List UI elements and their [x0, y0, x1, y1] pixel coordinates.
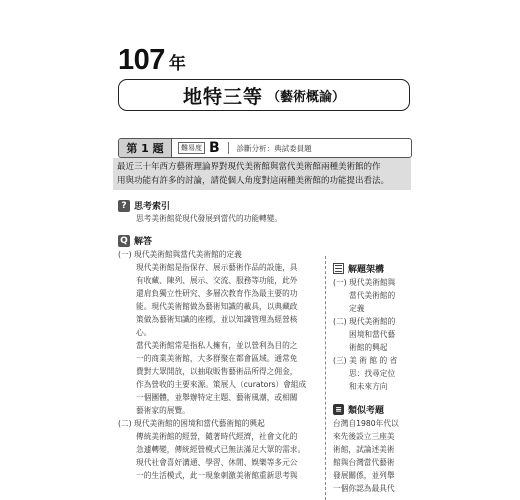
- difficulty-indicator: [178, 139, 220, 157]
- framework-line: 定義: [349, 304, 365, 313]
- prompt-line: 用與功能有許多的討論，請從個人角度對這兩種美術館的功能提出看法。: [117, 176, 390, 186]
- answer-line: 現代美術館是指保存、展示藝術作品的設施，具: [136, 263, 298, 272]
- sidebar-divider: [325, 256, 326, 500]
- answer-line: 策做為藝術知識的座標，並以知識管理為經營核: [136, 315, 298, 324]
- answer-line: 當代美術館常是指私人擁有，並以營利為目的之: [136, 341, 298, 350]
- answer-line: 費對大眾開放，以抽取販售藝術品所得之佣金，: [136, 367, 298, 376]
- framework-line: (二) 現代美術館的: [333, 317, 396, 326]
- answer-line: 一個團體，並舉辦特定主題、藝術風潮，或相關: [136, 393, 298, 402]
- framework-line: (一) 現代美術館與: [333, 278, 396, 287]
- question-number: 第 1 題: [119, 139, 172, 157]
- answer-header: [118, 234, 152, 247]
- answer-line: 有收藏、陳列、展示、交流、服務等功能，此外: [136, 276, 298, 285]
- framework-line: 當代美術館的: [349, 291, 396, 300]
- similar-line: 一個你認為最具代: [333, 484, 395, 493]
- difficulty-label: 難易度: [178, 142, 205, 154]
- framework-line: 困境和當代藝: [349, 330, 396, 339]
- answer-line: 藝術家的展覽。: [136, 406, 190, 415]
- answer-heading-1: (一) 現代美術館與當代美術館的定義: [118, 250, 242, 259]
- exam-subtitle: （藝術概論）: [267, 89, 346, 105]
- year-number: 107: [118, 44, 165, 76]
- answer-line: 傳統美術館的經營，隨著時代經濟，社會文化的: [136, 432, 298, 441]
- answer-line: 能。現代美術館做為藝術知識的載具，以典藏政: [136, 302, 298, 311]
- diagnosis-analysis: 診斷分析：典試委員題: [236, 143, 312, 153]
- exam-title-box: [118, 79, 410, 111]
- question-prompt: [113, 158, 411, 190]
- framework-header: [333, 262, 384, 275]
- exam-title: 地特三等: [182, 85, 263, 108]
- prompt-line: 最近三十年西方藝術理論界對現代美術館與當代美術館兩種美術館的作: [117, 162, 381, 172]
- hint-title: 思考索引: [134, 202, 171, 212]
- answer-line: 急遽轉變，傳統經營模式已無法滿足大眾的需求。: [136, 445, 306, 454]
- similar-header: [333, 403, 384, 416]
- framework-line: 思：找尋定位: [349, 369, 396, 378]
- answer-line: 作為營收的主要來源。策展人（curators）會組成: [136, 380, 307, 389]
- similar-line: 台灣自1980年代以: [333, 419, 399, 428]
- question-mark-icon: ?: [118, 200, 130, 212]
- answer-line: 心。: [136, 328, 152, 337]
- framework-title: 解題架構: [348, 265, 385, 275]
- hint-header: [118, 199, 170, 212]
- similar-title: 類似考題: [348, 406, 385, 416]
- year-suffix: 年: [168, 54, 186, 73]
- similar-line: 術館，試論述美術: [333, 445, 395, 454]
- list-icon: [333, 263, 344, 274]
- hint-text: 思考美術館從現代發展到當代的功能轉變。: [136, 214, 283, 223]
- similar-line: 來先後設立三座美: [333, 432, 395, 441]
- framework-line: 術館的興起: [349, 343, 388, 352]
- answer-line: 一的生活模式，此一現象刺激美術館重新思考與: [136, 471, 298, 480]
- similar-line: 館與台灣當代藝術: [333, 458, 395, 467]
- answer-title: 解答: [134, 237, 153, 247]
- divider: [228, 142, 229, 154]
- exam-year: [118, 44, 186, 77]
- similar-line: 發展關係，並列舉: [333, 471, 395, 480]
- magnifier-icon: Q: [118, 235, 130, 247]
- framework-line: (三) 美 術 館 的 省: [333, 356, 398, 365]
- answer-line: 一的商業美術館，大多群聚在都會區域。通常免: [136, 354, 298, 363]
- difficulty-grade: B: [209, 140, 220, 156]
- question-info-bar: [118, 138, 412, 158]
- answer-line: 現代社會喜好溝通、學習、休閒、娛樂等多元公: [136, 458, 298, 467]
- framework-line: 和未來方向: [349, 382, 388, 391]
- book-icon: ≡: [333, 404, 344, 415]
- answer-heading-2: (二) 現代美術館的困境和當代藝術館的興起: [118, 419, 265, 428]
- answer-line: 還肩負獨立性研究、多層次教育作為最主要的功: [136, 289, 298, 298]
